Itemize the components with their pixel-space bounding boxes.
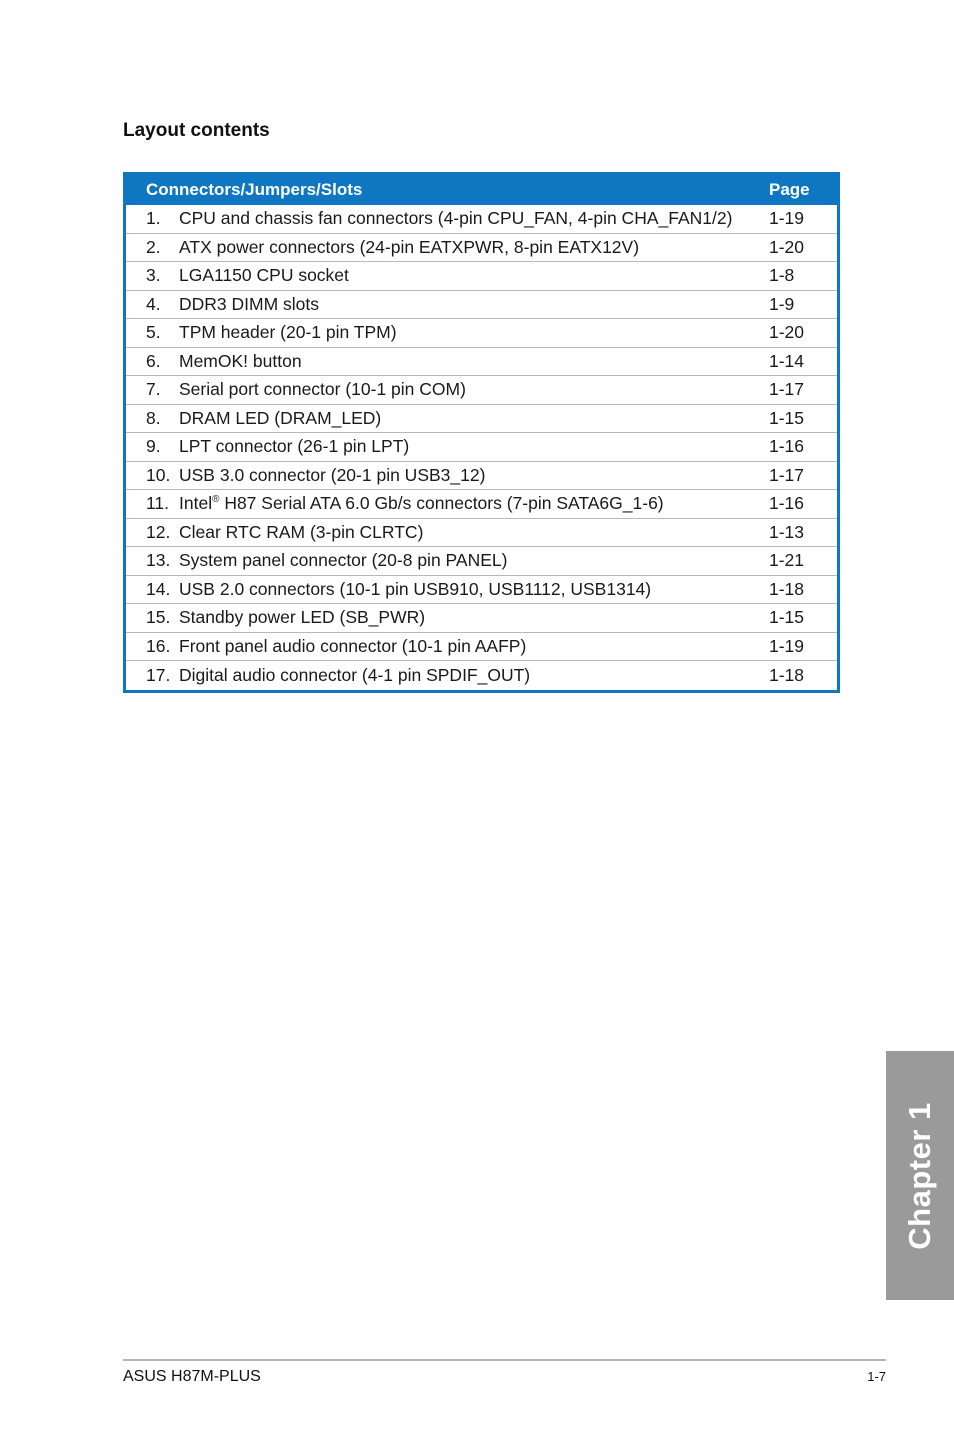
table-header-row [126,175,837,205]
row-number: 10. [126,461,179,490]
row-description: Serial port connector (10-1 pin COM) [179,376,769,405]
row-description: System panel connector (20-8 pin PANEL) [179,547,769,576]
table-row [126,661,837,691]
row-page: 1-20 [769,233,837,262]
row-description: CPU and chassis fan connectors (4-pin CPU_FAN, 4-pin CHA_FAN1/2) [179,205,769,233]
table-row [126,262,837,291]
table-row [126,319,837,348]
row-number: 2. [126,233,179,262]
row-page: 1-16 [769,433,837,462]
row-page: 1-14 [769,347,837,376]
chapter-tab-label: Chapter 1 [902,1101,937,1250]
table-row [126,433,837,462]
row-page: 1-18 [769,665,805,685]
table-row [126,290,837,319]
row-page: 1-13 [769,518,837,547]
row-description: ATX power connectors (24-pin EATXPWR, 8-pin EATX12V) [179,233,769,262]
row-number: 16. [126,632,179,661]
row-number: 13. [126,547,179,576]
table-row [126,404,837,433]
footer-divider [123,1359,886,1361]
footer-page-number: 1-7 [867,1369,886,1384]
row-description: MemOK! button [179,347,769,376]
table-row [126,205,837,233]
row-description: USB 3.0 connector (20-1 pin USB3_12) [179,461,769,490]
row-page: 1-15 [769,404,837,433]
row-page: 1-16 [769,490,837,519]
row-description: DRAM LED (DRAM_LED) [179,404,769,433]
row-number: 4. [126,290,179,319]
row-number: 12. [126,518,179,547]
row-page: 1-20 [769,319,837,348]
row-number: 7. [126,376,179,405]
header-connectors: Connectors/Jumpers/Slots [126,175,769,205]
row-description: DDR3 DIMM slots [179,290,769,319]
row-number: 17. [146,665,171,685]
row-number: 1. [126,205,179,233]
table-row [126,461,837,490]
registered-mark: ® [212,494,220,506]
row-number: 8. [126,404,179,433]
row-page: 1-8 [769,262,837,291]
row-page: 1-19 [769,205,837,233]
row-description: Front panel audio connector (10-1 pin AAFP) [179,632,769,661]
row-page: 1-17 [769,461,837,490]
desc-intel: Intel [179,493,213,514]
table-row [126,632,837,661]
row-number: 15. [126,604,179,633]
row-description: Clear RTC RAM (3-pin CLRTC) [179,518,769,547]
table-row [126,376,837,405]
desc-rest: H87 Serial ATA 6.0 Gb/s connectors (7-pin SATA6G_1-6) [219,493,664,514]
row-number: 11. [126,490,179,519]
row-number: 3. [126,262,179,291]
row-description: Standby power LED (SB_PWR) [179,604,769,633]
table-row [126,547,837,576]
table-row [126,575,837,604]
table-row [126,604,837,633]
footer-product-name: ASUS H87M-PLUS [123,1368,261,1385]
table-row [126,233,837,262]
header-page: Page [769,175,837,205]
row-description: USB 2.0 connectors (10-1 pin USB910, USB1112, USB1314) [179,575,769,604]
row-description [179,490,769,519]
row-number: 9. [126,433,179,462]
table-row [126,518,837,547]
row-description: LPT connector (26-1 pin LPT) [179,433,769,462]
row-page: 1-17 [769,376,837,405]
layout-contents-table [123,172,840,693]
table-row [126,490,837,519]
row-page: 1-15 [769,604,837,633]
row-page: 1-19 [769,632,837,661]
row-description: Digital audio connector (4-1 pin SPDIF_OUT) [179,665,531,685]
row-description: TPM header (20-1 pin TPM) [179,319,769,348]
table-row [126,347,837,376]
row-number: 14. [126,575,179,604]
row-page: 1-18 [769,575,837,604]
row-page: 1-21 [769,547,837,576]
chapter-tab [886,1051,954,1300]
row-description: LGA1150 CPU socket [179,262,769,291]
section-title: Layout contents [123,120,270,141]
row-number: 6. [126,347,179,376]
row-page: 1-9 [769,290,837,319]
row-number: 5. [126,319,179,348]
